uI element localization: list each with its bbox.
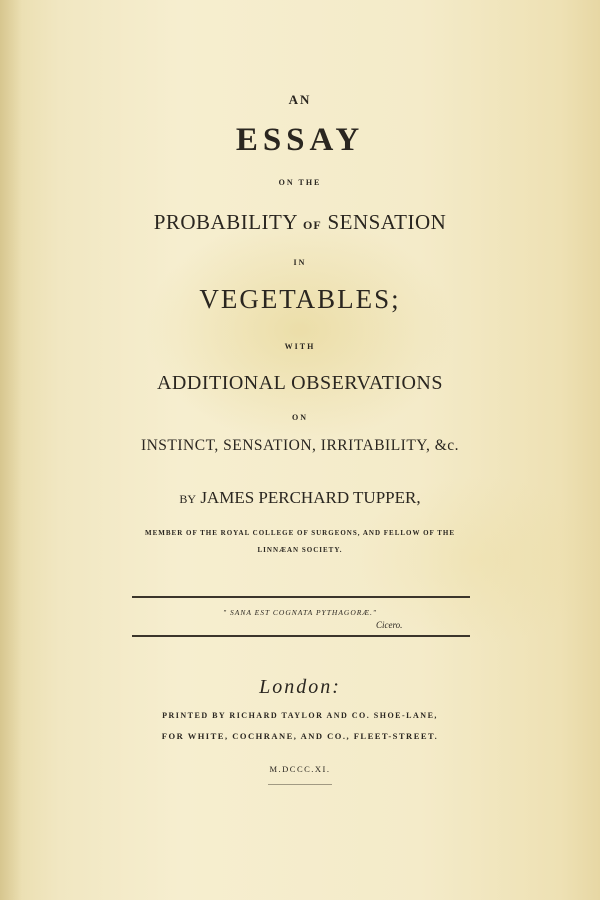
- title-probability: PROBABILITY: [153, 210, 298, 234]
- imprint-printer-line-2: FOR WHITE, COCHRANE, AND CO., FLEET-STREET.: [161, 731, 439, 741]
- title-an: AN: [288, 92, 312, 107]
- title-on-the: ON THE: [278, 178, 322, 187]
- title-sensation: SENSATION: [327, 210, 447, 234]
- affiliation-line-2: LINNÆAN SOCIETY.: [257, 546, 343, 554]
- imprint-date: M.DCCC.XI.: [269, 764, 331, 774]
- author-line: [0, 488, 600, 508]
- title-essay: ESSAY: [235, 122, 365, 158]
- author-name: JAMES PERCHARD TUPPER,: [200, 488, 421, 507]
- title-instinct: INSTINCT, SENSATION, IRRITABILITY, &c.: [140, 437, 460, 454]
- affiliation-line-1: MEMBER OF THE ROYAL COLLEGE OF SURGEONS, AND FELLOW OF THE: [145, 529, 455, 537]
- title-of: OF: [303, 218, 322, 232]
- date-rule: [268, 784, 332, 785]
- epigraph-rule-bottom: [132, 635, 470, 637]
- title-probability-line: [0, 210, 600, 235]
- title-additional-observations: ADDITIONAL OBSERVATIONS: [156, 372, 443, 394]
- author-by: BY: [179, 492, 197, 506]
- imprint-printer-line-1: PRINTED BY RICHARD TAYLOR AND CO. SHOE-LANE,: [162, 711, 438, 720]
- epigraph-attribution: Cicero.: [376, 620, 403, 630]
- epigraph-quote: " SANA EST COGNATA PYTHAGORÆ.": [222, 608, 378, 617]
- title-on: ON: [292, 413, 308, 422]
- title-in: IN: [293, 258, 307, 267]
- title-vegetables: VEGETABLES;: [199, 284, 401, 314]
- imprint-place: London:: [259, 676, 341, 698]
- title-with: WITH: [284, 342, 316, 351]
- epigraph-rule-top: [132, 596, 470, 598]
